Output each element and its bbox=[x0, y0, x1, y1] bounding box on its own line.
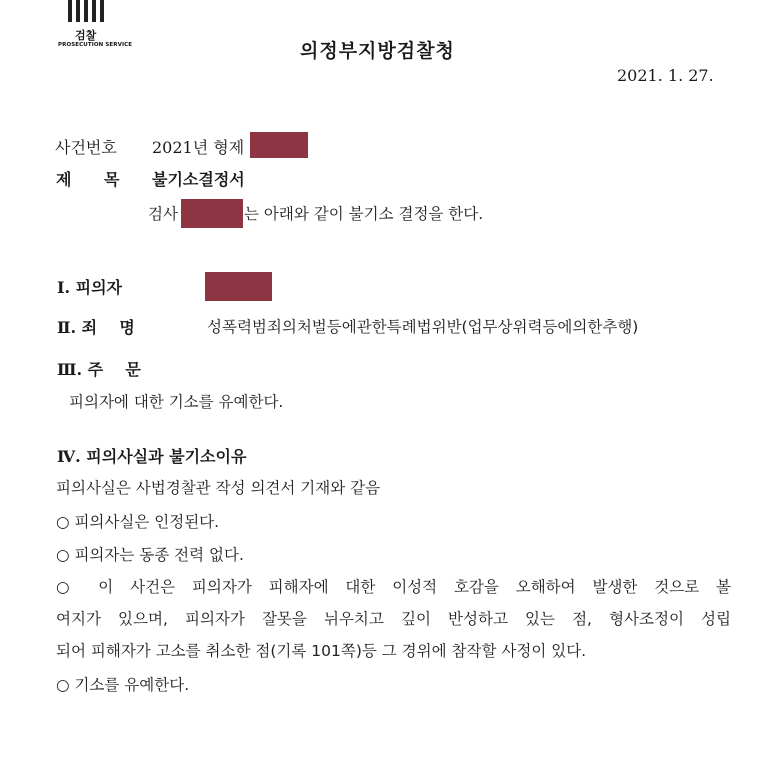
reason-item: ○ 피의자는 동종 전력 없다. bbox=[56, 546, 244, 564]
logo-english-text: PROSECUTION SERVICE bbox=[58, 42, 133, 48]
reasons-intro: 피의사실은 사법경찰관 작성 의견서 기재와 같음 bbox=[56, 479, 381, 497]
charge-name: 성폭력범죄의처벌등에관한특례법위반(업무상위력등에의한추행) bbox=[207, 318, 639, 336]
title-label-part-2: 목 bbox=[104, 170, 120, 189]
redacted-case-number bbox=[250, 132, 308, 158]
section-2-charge-label: Ⅱ. 죄 명 bbox=[57, 318, 135, 337]
section-3-disposition-label: Ⅲ. 주 문 bbox=[57, 360, 141, 379]
section-1-suspect-label: Ⅰ. 피의자 bbox=[57, 278, 122, 297]
reason-item: ○ 기소를 유예한다. bbox=[56, 676, 190, 694]
decision-sentence: 는 아래와 같이 불기소 결정을 한다. bbox=[244, 205, 484, 223]
reason-item-continued: 여지가 있으며, 피의자가 잘못을 뉘우치고 깊이 반성하고 있는 점, 형사조정이 성립 bbox=[56, 610, 731, 628]
logo-bars-icon bbox=[68, 0, 104, 22]
title-label-part-1: 제 bbox=[56, 170, 72, 189]
disposition-text: 피의자에 대한 기소를 유예한다. bbox=[69, 393, 284, 411]
reason-item: ○ 피의사실은 인정된다. bbox=[56, 513, 220, 531]
case-number-value: 2021년 형제 bbox=[152, 138, 245, 157]
logo-korean-text: 검찰 bbox=[75, 29, 97, 42]
office-title: 의정부지방검찰청 bbox=[300, 40, 455, 62]
document-type: 불기소결정서 bbox=[152, 170, 245, 189]
reason-item-continued: 되어 피해자가 고소를 취소한 점(기록 101쪽)등 그 경위에 참작할 사정이 있다. bbox=[56, 642, 587, 660]
prosecutor-prefix: 검사 bbox=[148, 205, 178, 223]
redacted-suspect-name bbox=[205, 272, 272, 301]
redacted-prosecutor-name bbox=[181, 199, 243, 228]
section-4-reasons-label: Ⅳ. 피의사실과 불기소이유 bbox=[57, 447, 247, 466]
reason-item: ○ 이 사건은 피의자가 피해자에 대한 이성적 호감을 오해하여 발생한 것으로 볼 bbox=[56, 578, 731, 596]
document-date: 2021. 1. 27. bbox=[617, 66, 714, 85]
case-number-label: 사건번호 bbox=[55, 138, 117, 157]
